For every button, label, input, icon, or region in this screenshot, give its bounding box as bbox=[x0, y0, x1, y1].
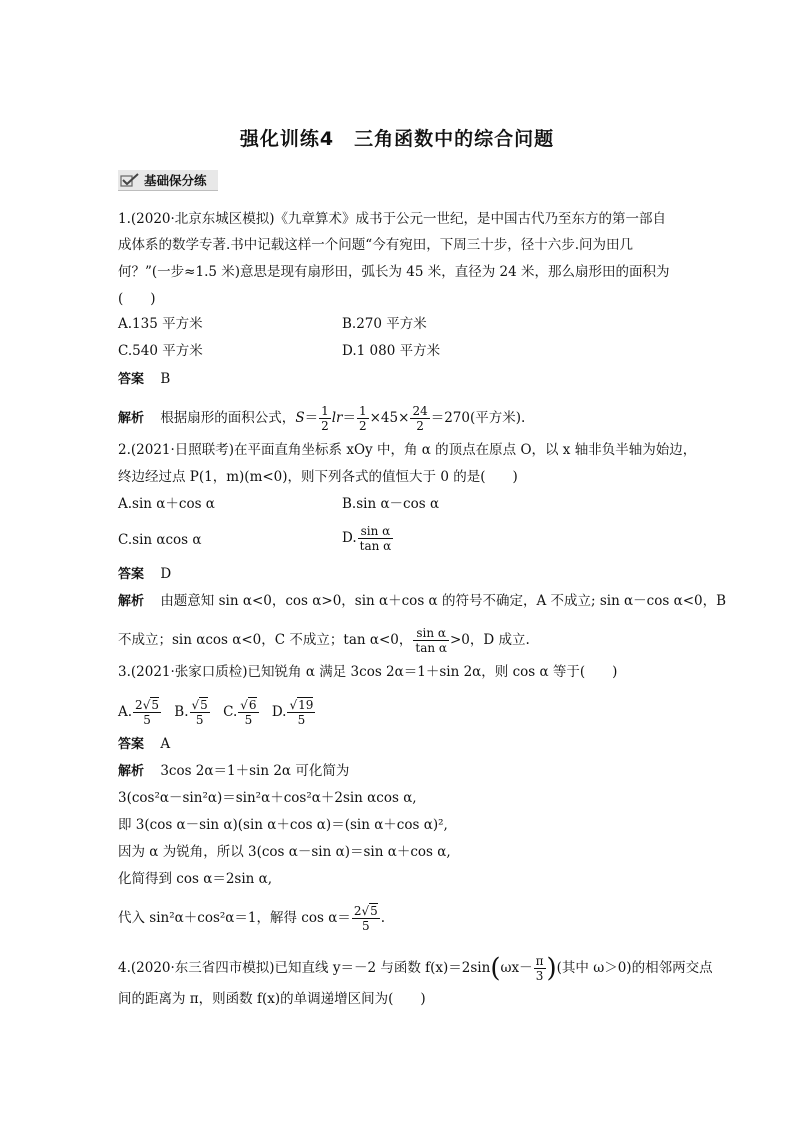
q1-line-2: 成体系的数学专著.书中记载这样一个问题“今有宛田，下周三十步，径十六步.问为田几 bbox=[118, 237, 633, 253]
answer-label: 答案 bbox=[118, 372, 145, 387]
q2-line-2: 终边经过点 P(1，m)(m<0)，则下列各式的值恒大于 0 的是( ) bbox=[118, 469, 518, 485]
answer-label: 答案 bbox=[118, 567, 145, 582]
q3-options bbox=[118, 698, 316, 727]
q3-analysis-line-4: 因为 α 为锐角，所以 3(cos α－sin α)＝sin α＋cos α, bbox=[118, 844, 451, 860]
q2-option-a: A.sin α＋cos α bbox=[118, 496, 215, 512]
fraction: $\frac{1}{2}$ bbox=[358, 404, 367, 433]
q1-option-c: C.540 平方米 bbox=[118, 343, 203, 359]
q1-option-a: A.135 平方米 bbox=[118, 316, 203, 332]
fraction: $\frac{1}{2}$ bbox=[321, 404, 329, 433]
q2-analysis-line-1: 解析 由题意知 sin α<0，cos α>0，sin α＋cos α 的符号不确定，A 不成立; sin α－cos α<0，B bbox=[118, 593, 727, 609]
q3-line-1: 3.(2021·张家口质检)已知锐角 α 满足 3cos 2α＝1＋sin 2α，则 cos α 等于( ) bbox=[118, 664, 618, 680]
fraction: $\frac{24}{2}$ bbox=[412, 404, 428, 433]
q2-line-1: 2.(2021·日照联考)在平面直角坐标系 xOy 中，角 α 的顶点在原点 O，以 x 轴非负半轴为始边， bbox=[118, 442, 697, 458]
q1-line-1: 1.(2020·北京东城区模拟)《九章算术》成书于公元一世纪，是中国古代乃至东方的第一部自 bbox=[118, 211, 667, 227]
q2-option-b: B.sin α－cos α bbox=[342, 496, 440, 512]
q1-line-4: ( ) bbox=[118, 291, 156, 307]
fraction: $\frac{2√5}{5}$ bbox=[353, 904, 378, 933]
analysis-label: 解析 bbox=[118, 764, 145, 779]
q3-option-a: A. $\frac{2√5}{5}$ bbox=[118, 698, 159, 727]
fraction: $\frac{\text{sin α}}{\text{tan α}}$ bbox=[359, 524, 392, 553]
q3-option-b: B. $\frac{√5}{5}$ bbox=[174, 698, 208, 727]
q3-analysis-line-1: 解析 3cos 2α＝1＋sin 2α 可化简为 bbox=[118, 763, 350, 779]
answer-value: A bbox=[160, 736, 171, 752]
q2-analysis-line-2: 不成立；sin αcos α<0，C 不成立；tan α<0， $\frac{\text{sin α}}{\text{tan α}}$ >0，D 成立. bbox=[118, 626, 530, 655]
analysis-label: 解析 bbox=[118, 411, 145, 426]
q3-analysis-line-6: 代入 sin²α＋cos²α＝1，解得 cos α＝ $\frac{2√5}{5}$ . bbox=[118, 904, 386, 933]
q2-option-d: D. $\frac{\text{sin α}}{\text{tan α}}$ bbox=[342, 524, 392, 553]
q4-line-1: 4.(2020·东三省四市模拟)已知直线 y＝－2 与函数 f(x)＝2sin(ωx－ $\frac{\pi}{3}$ )(其中 ω＞0)的相邻两交点 bbox=[118, 953, 713, 984]
q3-answer bbox=[118, 734, 170, 755]
section-header bbox=[118, 170, 218, 191]
fraction: $\frac{\pi}{3}$ bbox=[535, 954, 544, 983]
analysis-label: 解析 bbox=[118, 594, 145, 609]
q3-analysis-line-2: 3(cos²α－sin²α)＝sin²α＋cos²α＋2sin αcos α, bbox=[118, 790, 417, 806]
q1-analysis: 解析 根据扇形的面积公式，S＝ $\frac{1}{2}$ lr＝ $\frac{1}{2}$ ×45× $\frac{24}{2}$ ＝270(平方米). bbox=[118, 404, 526, 433]
q2-option-c: C.sin αcos α bbox=[118, 532, 202, 548]
q3-option-c: C. $\frac{√6}{5}$ bbox=[223, 698, 257, 727]
q1-answer bbox=[118, 369, 170, 390]
q1-option-b: B.270 平方米 bbox=[342, 316, 427, 332]
checkmark-icon bbox=[120, 173, 140, 187]
section-label: 基础保分练 bbox=[144, 173, 207, 188]
answer-value: D bbox=[160, 566, 172, 582]
q2-answer bbox=[118, 564, 171, 585]
answer-label: 答案 bbox=[118, 737, 145, 752]
page-title: 强化训练4 三角函数中的综合问题 bbox=[239, 128, 555, 150]
q1-line-3: 何？”(一步≈1.5 米)意思是现有扇形田，弧长为 45 米，直径为 24 米，那么扇形田的面积为 bbox=[118, 264, 670, 280]
fraction: $\frac{\text{sin α}}{\text{tan α}}$ bbox=[415, 626, 447, 655]
answer-value: B bbox=[160, 371, 171, 387]
q1-option-d: D.1 080 平方米 bbox=[342, 343, 441, 359]
q4-line-2: 间的距离为 π，则函数 f(x)的单调递增区间为( ) bbox=[118, 991, 426, 1007]
q3-analysis-line-5: 化简得到 cos α＝2sin α, bbox=[118, 871, 273, 887]
q3-option-d: D. $\frac{√19}{5}$ bbox=[271, 698, 314, 727]
q3-analysis-line-3: 即 3(cos α－sin α)(sin α＋cos α)＝(sin α＋cos α)², bbox=[118, 817, 448, 833]
